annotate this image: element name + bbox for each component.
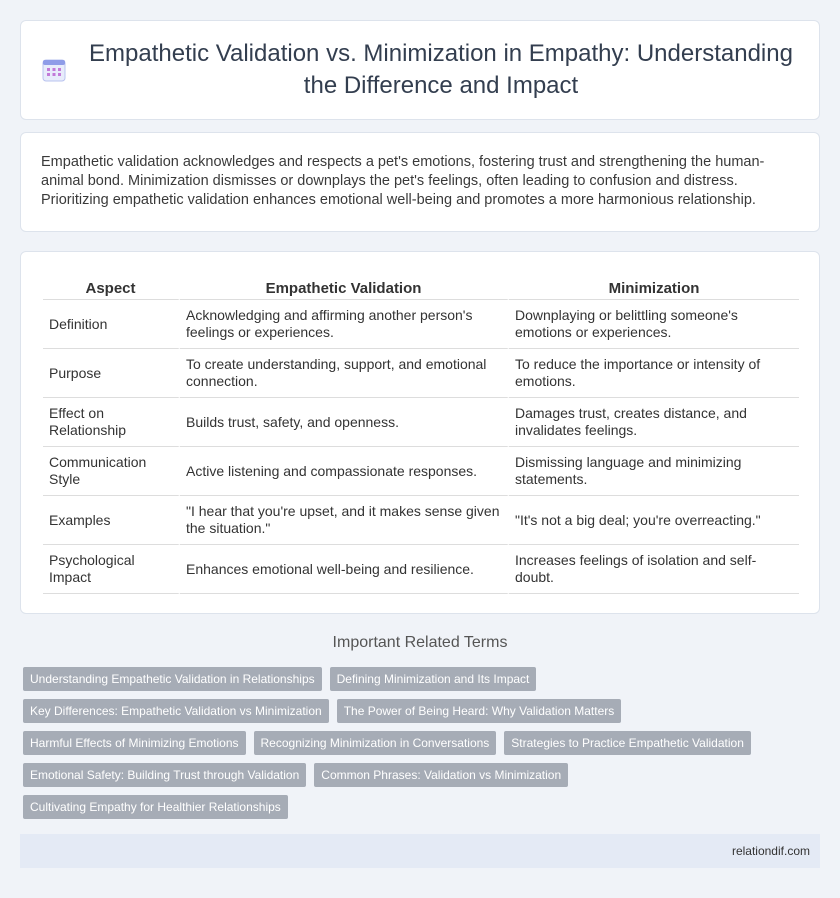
calendar-grid-icon — [41, 57, 67, 83]
table-cell-minimization: Damages trust, creates distance, and invalidates feelings. — [509, 398, 799, 447]
column-header-validation: Empathetic Validation — [180, 272, 509, 300]
comparison-table-card — [20, 251, 820, 614]
table-cell-validation: "I hear that you're upset, and it makes sense given the situation." — [180, 496, 509, 545]
table-row — [43, 398, 799, 447]
table-cell-minimization: "It's not a big deal; you're overreacting." — [509, 496, 799, 545]
table-cell-validation: Acknowledging and affirming another person's feelings or experiences. — [180, 300, 509, 349]
related-term-tag[interactable]: Understanding Empathetic Validation in Relationships — [23, 667, 322, 691]
comparison-table — [43, 272, 799, 594]
table-row — [43, 447, 799, 496]
table-cell-minimization: Increases feelings of isolation and self-doubt. — [509, 545, 799, 594]
related-term-tag[interactable]: Common Phrases: Validation vs Minimization — [314, 763, 568, 787]
footer — [20, 834, 820, 868]
table-header-row — [43, 272, 799, 300]
related-term-tag[interactable]: Emotional Safety: Building Trust through Validation — [23, 763, 306, 787]
intro-card — [20, 132, 820, 232]
table-cell-validation: Enhances emotional well-being and resilience. — [180, 545, 509, 594]
table-row — [43, 300, 799, 349]
intro-paragraph: Empathetic validation acknowledges and respects a pet's emotions, fostering trust and strengthening the human-animal bond. Minimization dismisses or downplays the pet's feelings, often leading to confusion and distress. Prioritizing empathetic validation enhances emotional well-being and promotes a more harmonious relationship. — [41, 154, 765, 208]
table-cell-aspect: Purpose — [43, 349, 180, 398]
table-row — [43, 496, 799, 545]
table-cell-validation: To create understanding, support, and emotional connection. — [180, 349, 509, 398]
related-terms-title: Important Related Terms — [332, 634, 508, 651]
related-term-tag[interactable]: Defining Minimization and Its Impact — [330, 667, 537, 691]
table-cell-aspect: Examples — [43, 496, 180, 545]
table-cell-minimization: To reduce the importance or intensity of emotions. — [509, 349, 799, 398]
page-title: Empathetic Validation vs. Minimization in Empathy: Understanding the Difference and Impact — [89, 40, 793, 99]
table-cell-validation: Builds trust, safety, and openness. — [180, 398, 509, 447]
related-term-tag[interactable]: Strategies to Practice Empathetic Validation — [504, 731, 751, 755]
related-term-tag[interactable]: Harmful Effects of Minimizing Emotions — [23, 731, 246, 755]
table-cell-aspect: Definition — [43, 300, 180, 349]
related-terms-list — [23, 667, 803, 827]
column-header-aspect: Aspect — [43, 272, 180, 300]
related-term-tag[interactable]: The Power of Being Heard: Why Validation Matters — [337, 699, 622, 723]
related-term-tag[interactable]: Key Differences: Empathetic Validation vs Minimization — [23, 699, 329, 723]
column-header-minimization: Minimization — [509, 272, 799, 300]
related-term-tag[interactable]: Recognizing Minimization in Conversations — [254, 731, 497, 755]
header-card — [20, 20, 820, 120]
table-cell-minimization: Dismissing language and minimizing statements. — [509, 447, 799, 496]
table-row — [43, 349, 799, 398]
table-row — [43, 545, 799, 594]
table-cell-minimization: Downplaying or belittling someone's emotions or experiences. — [509, 300, 799, 349]
table-cell-aspect: Communication Style — [43, 447, 180, 496]
table-cell-aspect: Psychological Impact — [43, 545, 180, 594]
footer-site-link[interactable]: relationdif.com — [731, 844, 810, 858]
table-cell-validation: Active listening and compassionate responses. — [180, 447, 509, 496]
related-term-tag[interactable]: Cultivating Empathy for Healthier Relationships — [23, 795, 288, 819]
table-cell-aspect: Effect on Relationship — [43, 398, 180, 447]
